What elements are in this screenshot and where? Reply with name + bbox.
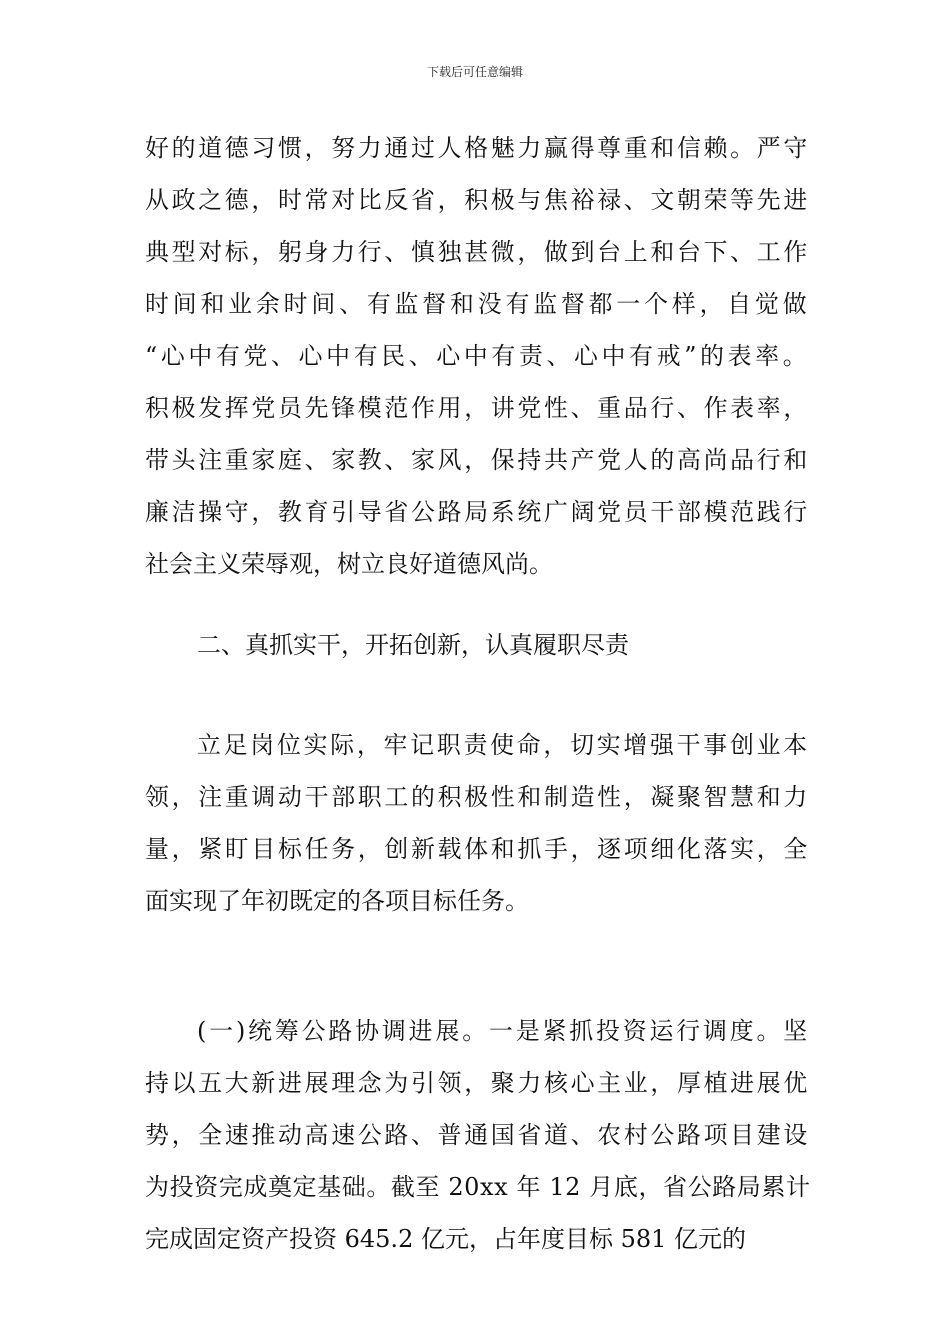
text-line: (一)统筹公路协调进展。一是紧抓投资运行调度。坚	[197, 1017, 811, 1045]
text-line: 廉洁操守，教育引导省公路局系统广阔党员干部模范践行	[145, 498, 810, 526]
text-line: 持以五大新进展理念为引领，聚力核心主业，厚植进展优	[145, 1069, 810, 1097]
text-line: 领，注重调动干部职工的积极性和制造性，凝聚智慧和力	[145, 783, 810, 811]
text-line: 立足岗位实际，牢记职责使命，切实增强干事创业本	[197, 731, 810, 759]
text-line: 积极发挥党员先锋模范作用，讲党性、重品行、作表率，	[145, 394, 810, 422]
text-line: 从政之德，时常对比反省，积极与焦裕禄、文朝荣等先进	[145, 186, 810, 214]
text-line: 好的道德习惯，努力通过人格魅力赢得尊重和信赖。严守	[145, 134, 810, 162]
text-line: 量，紧盯目标任务，创新载体和抓手，逐项细化落实，全	[145, 835, 810, 863]
text-line: 面实现了年初既定的各项目标任务。	[145, 887, 529, 915]
page-header-note: 下载后可任意编辑	[426, 65, 523, 79]
text-line: 典型对标，躬身力行、慎独甚微，做到台上和台下、工作	[145, 238, 810, 266]
text-line: 势，全速推动高速公路、普通国省道、农村公路项目建设	[145, 1121, 810, 1149]
text-line: 为投资完成奠定基础。截至 20xx 年 12 月底，省公路局累计	[145, 1173, 811, 1201]
heading-text: 二、真抓实干，开拓创新，认真履职尽责	[197, 631, 629, 659]
text-line: 完成固定资产投资 645.2 亿元，占年度目标 581 亿元的	[145, 1225, 747, 1253]
text-line: 社会主义荣辱观，树立良好道德风尚。	[145, 550, 553, 578]
text-line: 带头注重家庭、家教、家风，保持共产党人的高尚品行和	[145, 446, 810, 474]
text-line: “心中有党、心中有民、心中有责、心中有戒”的表率。	[145, 342, 811, 370]
text-line: 时间和业余时间、有监督和没有监督都一个样，自觉做	[145, 290, 811, 318]
